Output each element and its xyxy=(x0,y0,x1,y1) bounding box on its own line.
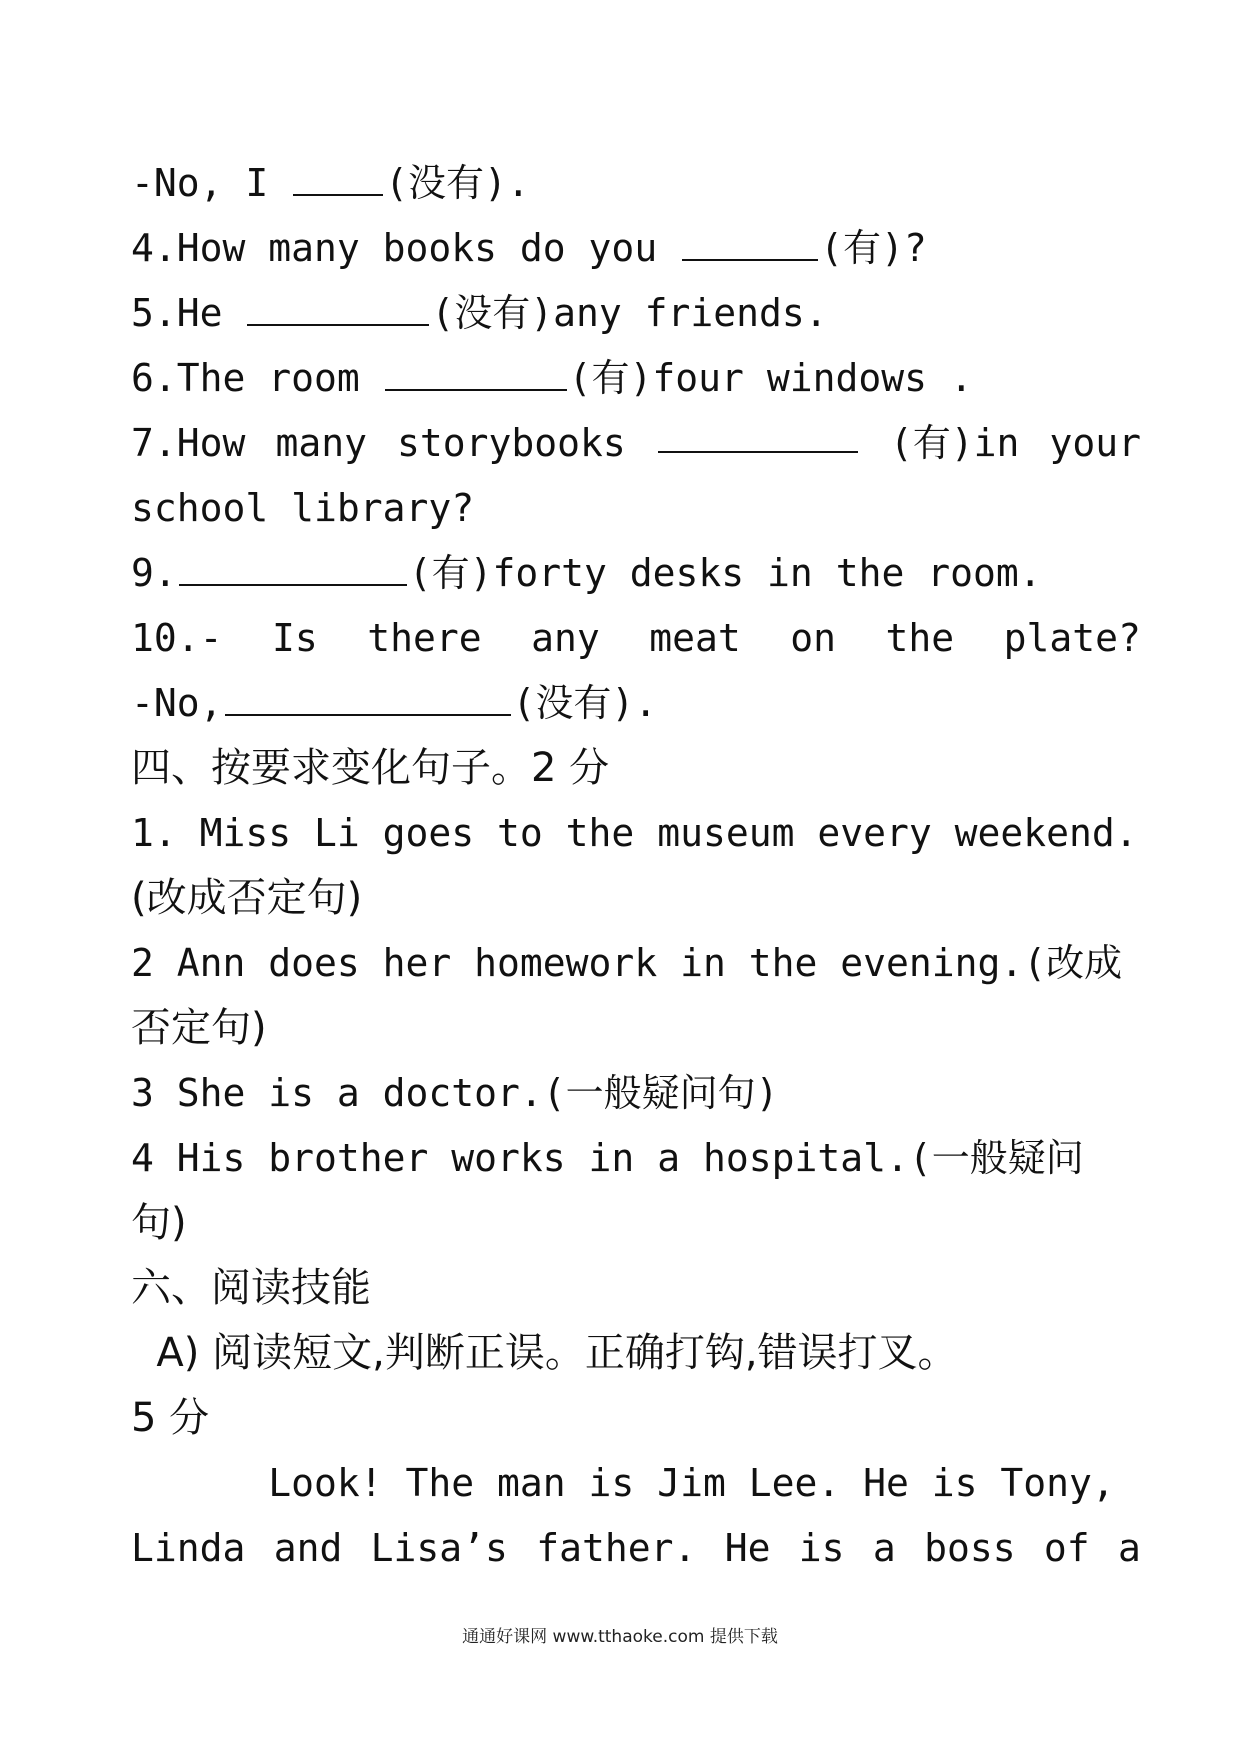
word: the xyxy=(885,616,955,660)
word: a xyxy=(872,1526,896,1570)
word: Linda xyxy=(131,1526,246,1570)
word: He xyxy=(724,1526,771,1570)
word: a xyxy=(1117,1526,1141,1570)
question-5 xyxy=(131,281,1141,346)
word: is xyxy=(798,1526,845,1570)
line-text: 4.How many books do you xyxy=(131,226,681,270)
word: Lisa’s xyxy=(370,1526,508,1570)
transform-3: 3 She is a doctor.(一般疑问句) xyxy=(131,1071,779,1115)
question-7 xyxy=(131,411,1141,476)
word: there xyxy=(367,616,482,660)
word: father. xyxy=(536,1526,697,1570)
line-text: (有)? xyxy=(820,226,927,270)
line-text: (没有). xyxy=(512,681,658,725)
fill-blank xyxy=(225,674,511,716)
line-text: (没有). xyxy=(385,161,530,205)
passage-line-1: Look! The man is Jim Lee. He is Tony, xyxy=(131,1461,1115,1505)
word: storybooks xyxy=(397,421,626,465)
line-text: (有)forty desks in the room. xyxy=(408,551,1042,595)
fill-blank xyxy=(179,544,407,586)
transform-4: 4 His brother works in a hospital.(一般疑问 xyxy=(131,1136,1084,1180)
fill-blank xyxy=(682,219,818,261)
word: on xyxy=(790,616,837,660)
question-9 xyxy=(131,541,1141,606)
line-text: -No, I xyxy=(131,161,292,205)
word: and xyxy=(273,1526,343,1570)
transform-1-instruction: (改成否定句) xyxy=(131,875,363,921)
question-6 xyxy=(131,346,1141,411)
question-7-cont: school library? xyxy=(131,486,475,530)
transform-2-cont: 否定句) xyxy=(131,1005,267,1051)
worksheet-text xyxy=(131,151,1141,1581)
section-6-heading: 六、阅读技能 xyxy=(131,1265,371,1311)
word: plate? xyxy=(1003,616,1141,660)
page-footer: 通通好课网 www.tthaoke.com 提供下载 xyxy=(462,1627,778,1647)
word: Is xyxy=(272,616,318,660)
answer-line-10 xyxy=(131,671,1141,736)
question-4 xyxy=(131,216,1141,281)
answer-line-3 xyxy=(131,151,1141,216)
transform-1: 1. Miss Li goes to the museum every weekend. xyxy=(131,811,1138,855)
word: 7.How xyxy=(131,421,246,465)
fill-blank xyxy=(385,349,567,391)
transform-2: 2 Ann does her homework in the evening.(改成 xyxy=(131,941,1123,985)
fill-blank xyxy=(247,284,429,326)
line-text: 5.He xyxy=(131,291,246,335)
transform-4-cont: 句) xyxy=(131,1200,187,1246)
word: your xyxy=(1049,421,1141,465)
line-text: -No, xyxy=(131,681,223,725)
word: 10.- xyxy=(131,616,223,660)
word: meat xyxy=(649,616,741,660)
fill-blank xyxy=(293,154,383,196)
fill-blank xyxy=(658,411,858,453)
line-text: 9. xyxy=(131,551,177,595)
reading-a-instruction: A) 阅读短文,判断正误。正确打钩,错误打叉。 xyxy=(131,1330,958,1376)
reading-a-score: 5 分 xyxy=(131,1395,210,1441)
word: many xyxy=(275,421,367,465)
line-text: (有)four windows . xyxy=(568,356,973,400)
question-10 xyxy=(131,606,1141,671)
word: any xyxy=(531,616,600,660)
line-text: 6.The room xyxy=(131,356,383,400)
passage-line-2 xyxy=(131,1516,1141,1581)
line-text: (没有)any friends. xyxy=(431,291,828,335)
word: (有)in xyxy=(889,421,1020,465)
section-4-heading: 四、按要求变化句子。2 分 xyxy=(131,745,610,791)
word: boss xyxy=(924,1526,1016,1570)
word: of xyxy=(1043,1526,1090,1570)
